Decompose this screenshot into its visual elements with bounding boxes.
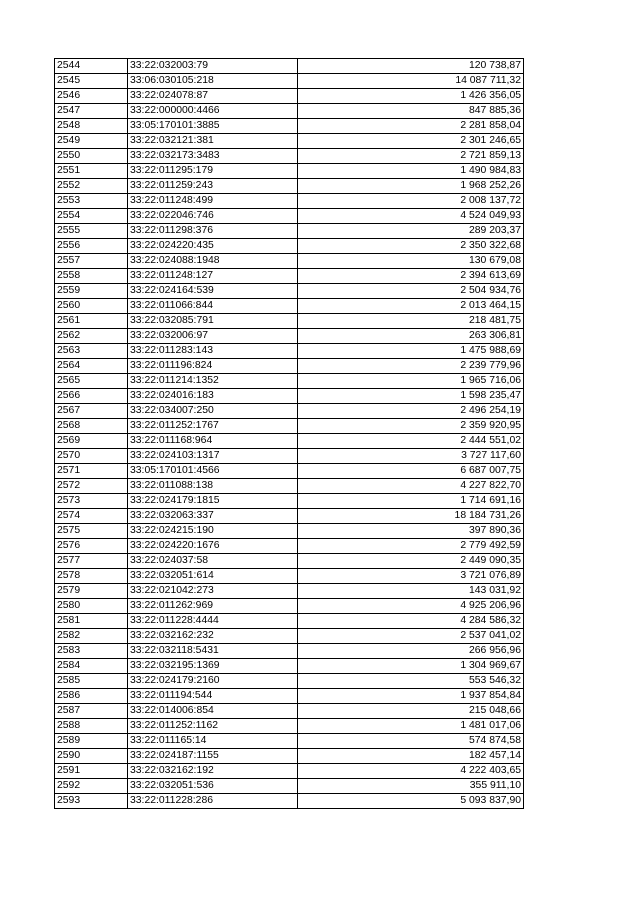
cadastral-value-cell: 397 890,36 (298, 524, 524, 539)
table-row (55, 329, 524, 344)
table-row (55, 494, 524, 509)
cadastral-number-cell: 33:22:011168:964 (128, 434, 298, 449)
table-row (55, 779, 524, 794)
row-number-cell: 2559 (55, 284, 128, 299)
table-row (55, 179, 524, 194)
cadastral-value-cell: 4 524 049,93 (298, 209, 524, 224)
cadastral-number-cell: 33:05:170101:4566 (128, 464, 298, 479)
row-number-cell: 2544 (55, 59, 128, 74)
cadastral-number-cell: 33:22:032173:3483 (128, 149, 298, 164)
table-row (55, 719, 524, 734)
cadastral-number-cell: 33:22:011066:844 (128, 299, 298, 314)
table-row (55, 104, 524, 119)
cadastral-value-cell: 2 537 041,02 (298, 629, 524, 644)
cadastral-value-cell: 553 546,32 (298, 674, 524, 689)
cadastral-value-cell: 1 304 969,67 (298, 659, 524, 674)
cadastral-number-cell: 33:22:024164:539 (128, 284, 298, 299)
table-row (55, 449, 524, 464)
row-number-cell: 2568 (55, 419, 128, 434)
table-row (55, 404, 524, 419)
cadastral-number-cell: 33:22:032162:232 (128, 629, 298, 644)
cadastral-number-cell: 33:22:032006:97 (128, 329, 298, 344)
cadastral-number-cell: 33:22:032003:79 (128, 59, 298, 74)
cadastral-number-cell: 33:06:030105:218 (128, 74, 298, 89)
row-number-cell: 2549 (55, 134, 128, 149)
cadastral-value-cell: 1 481 017,06 (298, 719, 524, 734)
cadastral-value-cell: 263 306,81 (298, 329, 524, 344)
row-number-cell: 2557 (55, 254, 128, 269)
table-row (55, 224, 524, 239)
row-number-cell: 2551 (55, 164, 128, 179)
row-number-cell: 2550 (55, 149, 128, 164)
cadastral-value-cell: 120 738,87 (298, 59, 524, 74)
cadastral-value-table (54, 58, 524, 809)
cadastral-value-cell: 574 874,58 (298, 734, 524, 749)
cadastral-number-cell: 33:22:034007:250 (128, 404, 298, 419)
row-number-cell: 2547 (55, 104, 128, 119)
cadastral-number-cell: 33:22:024016:183 (128, 389, 298, 404)
cadastral-value-cell: 6 687 007,75 (298, 464, 524, 479)
table-row (55, 644, 524, 659)
row-number-cell: 2565 (55, 374, 128, 389)
cadastral-number-cell: 33:22:024088:1948 (128, 254, 298, 269)
cadastral-value-cell: 2 008 137,72 (298, 194, 524, 209)
cadastral-value-cell: 2 350 322,68 (298, 239, 524, 254)
row-number-cell: 2566 (55, 389, 128, 404)
row-number-cell: 2562 (55, 329, 128, 344)
table-row (55, 239, 524, 254)
row-number-cell: 2584 (55, 659, 128, 674)
cadastral-value-cell: 1 714 691,16 (298, 494, 524, 509)
cadastral-number-cell: 33:05:170101:3885 (128, 119, 298, 134)
cadastral-number-cell: 33:22:032051:536 (128, 779, 298, 794)
table-row (55, 59, 524, 74)
row-number-cell: 2590 (55, 749, 128, 764)
cadastral-value-cell: 130 679,08 (298, 254, 524, 269)
row-number-cell: 2582 (55, 629, 128, 644)
row-number-cell: 2578 (55, 569, 128, 584)
cadastral-value-cell: 2 504 934,76 (298, 284, 524, 299)
cadastral-value-cell: 4 284 586,32 (298, 614, 524, 629)
cadastral-value-cell: 215 048,66 (298, 704, 524, 719)
table-row (55, 89, 524, 104)
cadastral-value-cell: 2 301 246,65 (298, 134, 524, 149)
row-number-cell: 2573 (55, 494, 128, 509)
row-number-cell: 2583 (55, 644, 128, 659)
table-row (55, 254, 524, 269)
table-row (55, 539, 524, 554)
table-row (55, 149, 524, 164)
row-number-cell: 2587 (55, 704, 128, 719)
table-row (55, 629, 524, 644)
cadastral-value-cell: 266 956,96 (298, 644, 524, 659)
row-number-cell: 2545 (55, 74, 128, 89)
cadastral-value-cell: 1 965 716,06 (298, 374, 524, 389)
table-row (55, 569, 524, 584)
cadastral-value-cell: 2 013 464,15 (298, 299, 524, 314)
row-number-cell: 2561 (55, 314, 128, 329)
row-number-cell: 2560 (55, 299, 128, 314)
table-row (55, 284, 524, 299)
cadastral-value-cell: 182 457,14 (298, 749, 524, 764)
table-row (55, 434, 524, 449)
cadastral-number-cell: 33:22:011228:4444 (128, 614, 298, 629)
row-number-cell: 2574 (55, 509, 128, 524)
cadastral-number-cell: 33:22:011165:14 (128, 734, 298, 749)
cadastral-number-cell: 33:22:024179:2160 (128, 674, 298, 689)
table-row (55, 359, 524, 374)
cadastral-value-cell: 4 925 206,96 (298, 599, 524, 614)
cadastral-number-cell: 33:22:011295:179 (128, 164, 298, 179)
cadastral-value-cell: 14 087 711,32 (298, 74, 524, 89)
cadastral-number-cell: 33:22:011248:499 (128, 194, 298, 209)
row-number-cell: 2579 (55, 584, 128, 599)
table-row (55, 314, 524, 329)
row-number-cell: 2581 (55, 614, 128, 629)
table-row (55, 479, 524, 494)
cadastral-value-cell: 1 598 235,47 (298, 389, 524, 404)
cadastral-number-cell: 33:22:011248:127 (128, 269, 298, 284)
cadastral-value-cell: 2 359 920,95 (298, 419, 524, 434)
row-number-cell: 2558 (55, 269, 128, 284)
row-number-cell: 2563 (55, 344, 128, 359)
cadastral-number-cell: 33:22:011214:1352 (128, 374, 298, 389)
cadastral-number-cell: 33:22:032162:192 (128, 764, 298, 779)
table-body (55, 59, 524, 809)
row-number-cell: 2548 (55, 119, 128, 134)
row-number-cell: 2586 (55, 689, 128, 704)
cadastral-value-cell: 2 779 492,59 (298, 539, 524, 554)
cadastral-value-cell: 847 885,36 (298, 104, 524, 119)
table-row (55, 554, 524, 569)
cadastral-number-cell: 33:22:011252:1162 (128, 719, 298, 734)
table-row (55, 659, 524, 674)
table-row (55, 749, 524, 764)
row-number-cell: 2555 (55, 224, 128, 239)
cadastral-number-cell: 33:22:024103:1317 (128, 449, 298, 464)
row-number-cell: 2546 (55, 89, 128, 104)
row-number-cell: 2553 (55, 194, 128, 209)
row-number-cell: 2556 (55, 239, 128, 254)
table-row (55, 374, 524, 389)
cadastral-number-cell: 33:22:011194:544 (128, 689, 298, 704)
cadastral-value-cell: 1 937 854,84 (298, 689, 524, 704)
cadastral-value-cell: 289 203,37 (298, 224, 524, 239)
cadastral-number-cell: 33:22:024220:1676 (128, 539, 298, 554)
table-row (55, 509, 524, 524)
cadastral-number-cell: 33:22:024187:1155 (128, 749, 298, 764)
table-row (55, 464, 524, 479)
row-number-cell: 2575 (55, 524, 128, 539)
cadastral-value-cell: 1 968 252,26 (298, 179, 524, 194)
cadastral-number-cell: 33:22:011088:138 (128, 479, 298, 494)
cadastral-number-cell: 33:22:032063:337 (128, 509, 298, 524)
row-number-cell: 2570 (55, 449, 128, 464)
cadastral-value-cell: 2 496 254,19 (298, 404, 524, 419)
cadastral-value-cell: 218 481,75 (298, 314, 524, 329)
cadastral-number-cell: 33:22:022046:746 (128, 209, 298, 224)
row-number-cell: 2572 (55, 479, 128, 494)
row-number-cell: 2580 (55, 599, 128, 614)
table-row (55, 299, 524, 314)
table-row (55, 524, 524, 539)
cadastral-value-cell: 2 394 613,69 (298, 269, 524, 284)
cadastral-value-cell: 1 426 356,05 (298, 89, 524, 104)
table-row (55, 584, 524, 599)
cadastral-value-cell: 2 444 551,02 (298, 434, 524, 449)
cadastral-number-cell: 33:22:011259:243 (128, 179, 298, 194)
cadastral-number-cell: 33:22:000000:4466 (128, 104, 298, 119)
table-row (55, 344, 524, 359)
row-number-cell: 2593 (55, 794, 128, 809)
cadastral-number-cell: 33:22:024215:190 (128, 524, 298, 539)
row-number-cell: 2567 (55, 404, 128, 419)
table-row (55, 389, 524, 404)
row-number-cell: 2554 (55, 209, 128, 224)
table-row (55, 734, 524, 749)
table-row (55, 704, 524, 719)
row-number-cell: 2564 (55, 359, 128, 374)
cadastral-number-cell: 33:22:024179:1815 (128, 494, 298, 509)
cadastral-value-cell: 2 281 858,04 (298, 119, 524, 134)
row-number-cell: 2585 (55, 674, 128, 689)
cadastral-number-cell: 33:22:014006:854 (128, 704, 298, 719)
cadastral-number-cell: 33:22:024037:58 (128, 554, 298, 569)
cadastral-value-cell: 4 227 822,70 (298, 479, 524, 494)
cadastral-number-cell: 33:22:024078:87 (128, 89, 298, 104)
cadastral-value-cell: 3 721 076,89 (298, 569, 524, 584)
cadastral-number-cell: 33:22:032085:791 (128, 314, 298, 329)
cadastral-number-cell: 33:22:011283:143 (128, 344, 298, 359)
table-row (55, 74, 524, 89)
table-row (55, 614, 524, 629)
table-row (55, 764, 524, 779)
table-row (55, 689, 524, 704)
cadastral-number-cell: 33:22:011252:1767 (128, 419, 298, 434)
cadastral-value-cell: 2 239 779,96 (298, 359, 524, 374)
row-number-cell: 2588 (55, 719, 128, 734)
row-number-cell: 2569 (55, 434, 128, 449)
cadastral-number-cell: 33:22:024220:435 (128, 239, 298, 254)
table-row (55, 599, 524, 614)
table-row (55, 209, 524, 224)
row-number-cell: 2592 (55, 779, 128, 794)
cadastral-number-cell: 33:22:011298:376 (128, 224, 298, 239)
cadastral-number-cell: 33:22:032121:381 (128, 134, 298, 149)
row-number-cell: 2577 (55, 554, 128, 569)
table-row (55, 119, 524, 134)
cadastral-number-cell: 33:22:032051:614 (128, 569, 298, 584)
cadastral-value-cell: 3 727 117,60 (298, 449, 524, 464)
cadastral-number-cell: 33:22:032195:1369 (128, 659, 298, 674)
cadastral-number-cell: 33:22:011228:286 (128, 794, 298, 809)
row-number-cell: 2571 (55, 464, 128, 479)
cadastral-value-cell: 143 031,92 (298, 584, 524, 599)
table-row (55, 674, 524, 689)
table-row (55, 419, 524, 434)
row-number-cell: 2591 (55, 764, 128, 779)
cadastral-value-cell: 18 184 731,26 (298, 509, 524, 524)
table-row (55, 134, 524, 149)
cadastral-value-cell: 1 475 988,69 (298, 344, 524, 359)
cadastral-number-cell: 33:22:032118:5431 (128, 644, 298, 659)
table-row (55, 194, 524, 209)
cadastral-number-cell: 33:22:021042:273 (128, 584, 298, 599)
row-number-cell: 2589 (55, 734, 128, 749)
cadastral-value-cell: 2 449 090,35 (298, 554, 524, 569)
cadastral-value-cell: 2 721 859,13 (298, 149, 524, 164)
cadastral-number-cell: 33:22:011262:969 (128, 599, 298, 614)
cadastral-value-cell: 1 490 984,83 (298, 164, 524, 179)
cadastral-value-cell: 355 911,10 (298, 779, 524, 794)
cadastral-number-cell: 33:22:011196:824 (128, 359, 298, 374)
cadastral-value-cell: 4 222 403,65 (298, 764, 524, 779)
table-row (55, 269, 524, 284)
cadastral-value-cell: 5 093 837,90 (298, 794, 524, 809)
table-row (55, 794, 524, 809)
row-number-cell: 2552 (55, 179, 128, 194)
row-number-cell: 2576 (55, 539, 128, 554)
table-row (55, 164, 524, 179)
